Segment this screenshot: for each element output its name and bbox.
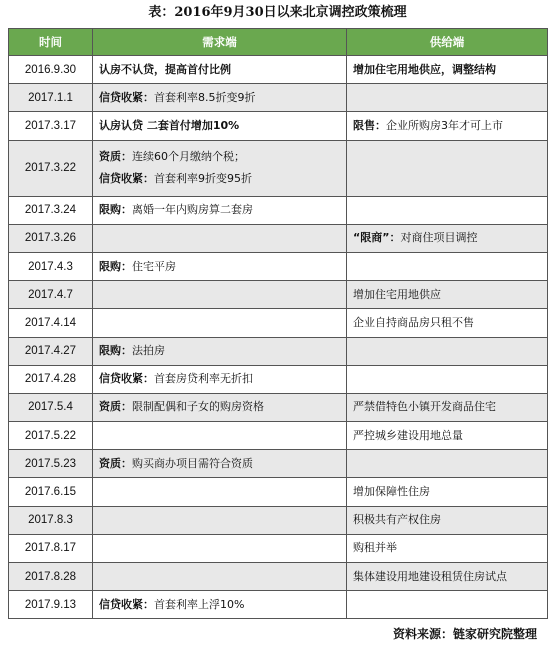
- supply-entry: [353, 537, 541, 559]
- supply-entry: [353, 509, 541, 531]
- supply-entry-text: 对商住项目调控: [400, 231, 478, 245]
- supply-entry: [353, 115, 541, 137]
- supply-entry: [353, 227, 541, 249]
- policy-table: [8, 28, 548, 619]
- date-cell: 2017.4.7: [9, 281, 93, 309]
- demand-entry-text: 首套利率8.5折变9折: [154, 90, 256, 104]
- demand-entry-label: 限购：: [99, 344, 132, 358]
- demand-cell: [93, 337, 347, 365]
- demand-entry: [99, 594, 340, 616]
- supply-entry-text: 增加住宅用地供应: [353, 287, 441, 301]
- supply-cell: [347, 506, 548, 534]
- table-body: [9, 56, 548, 619]
- supply-entry: [353, 312, 541, 334]
- demand-entry-label: 信贷收紧：: [99, 172, 154, 186]
- table-row: [9, 422, 548, 450]
- date-cell: 2017.3.26: [9, 224, 93, 252]
- demand-entry-label: 限购：: [99, 259, 132, 273]
- demand-entry-text: 离婚一年内购房算二套房: [132, 203, 253, 217]
- demand-entry-label: 信贷收紧：: [99, 372, 154, 386]
- demand-cell: [93, 422, 347, 450]
- date-cell: 2017.5.4: [9, 393, 93, 421]
- supply-entry-text: 企业所购房3年才可上市: [386, 118, 503, 132]
- demand-entry-label: 限购：: [99, 203, 132, 217]
- supply-cell: [347, 84, 548, 112]
- table-row: [9, 84, 548, 112]
- demand-entry-text: 住宅平房: [132, 259, 176, 273]
- date-cell: 2017.3.24: [9, 196, 93, 224]
- demand-entry: [99, 396, 340, 418]
- table-row: [9, 281, 548, 309]
- supply-entry-label: 限售：: [353, 118, 386, 132]
- supply-cell: [347, 196, 548, 224]
- demand-entry-label: 认房认贷 二套首付增加10%: [99, 118, 240, 132]
- table-header-row: [9, 29, 548, 56]
- table-row: [9, 534, 548, 562]
- demand-cell: [93, 309, 347, 337]
- supply-cell: [347, 112, 548, 140]
- demand-cell: [93, 506, 347, 534]
- table-row: [9, 252, 548, 280]
- demand-cell: [93, 534, 347, 562]
- supply-entry: [353, 59, 541, 81]
- demand-cell: [93, 365, 347, 393]
- demand-entry: [99, 168, 340, 190]
- demand-cell: [93, 563, 347, 591]
- date-cell: 2016.9.30: [9, 56, 93, 84]
- supply-cell: [347, 534, 548, 562]
- supply-cell: [347, 563, 548, 591]
- source-note: 资料来源：链家研究院整理: [392, 627, 537, 641]
- table-row: [9, 309, 548, 337]
- table-row: [9, 224, 548, 252]
- date-cell: 2017.5.22: [9, 422, 93, 450]
- supply-entry: [353, 396, 541, 418]
- table-row: [9, 478, 548, 506]
- demand-entry: [99, 87, 340, 109]
- demand-entry: [99, 146, 340, 168]
- date-cell: 2017.8.3: [9, 506, 93, 534]
- table-row: [9, 196, 548, 224]
- supply-cell: [347, 252, 548, 280]
- demand-cell: [93, 450, 347, 478]
- supply-cell: [347, 365, 548, 393]
- demand-cell: [93, 224, 347, 252]
- supply-entry-text: 增加保障性住房: [353, 485, 430, 499]
- demand-cell: [93, 196, 347, 224]
- header-demand: 需求端: [93, 29, 347, 56]
- supply-entry-text: 严控城乡建设用地总量: [353, 428, 463, 442]
- demand-cell: [93, 56, 347, 84]
- demand-entry-text: 法拍房: [132, 344, 165, 358]
- demand-cell: [93, 112, 347, 140]
- demand-cell: [93, 281, 347, 309]
- date-cell: 2017.3.22: [9, 140, 93, 196]
- demand-entry-label: 资质：: [99, 456, 132, 470]
- supply-entry: [353, 284, 541, 306]
- table-row: [9, 56, 548, 84]
- date-cell: 2017.9.13: [9, 591, 93, 619]
- supply-entry-text: 企业自持商品房只租不售: [353, 315, 474, 329]
- demand-entry: [99, 340, 340, 362]
- demand-cell: [93, 252, 347, 280]
- date-cell: 2017.4.14: [9, 309, 93, 337]
- demand-cell: [93, 140, 347, 196]
- demand-entry-text: 连续60个月缴纳个税；: [132, 150, 245, 164]
- demand-entry-label: 资质：: [99, 150, 132, 164]
- supply-entry-label: “限商”：: [353, 231, 401, 245]
- supply-cell: [347, 281, 548, 309]
- demand-entry: [99, 199, 340, 221]
- supply-cell: [347, 337, 548, 365]
- table-row: [9, 140, 548, 196]
- demand-cell: [93, 84, 347, 112]
- supply-entry: [353, 481, 541, 503]
- demand-entry-text: 首套房贷利率无折扣: [154, 372, 253, 386]
- table-row: [9, 337, 548, 365]
- date-cell: 2017.4.27: [9, 337, 93, 365]
- date-cell: 2017.8.17: [9, 534, 93, 562]
- date-cell: 2017.5.23: [9, 450, 93, 478]
- demand-entry: [99, 256, 340, 278]
- table-row: [9, 450, 548, 478]
- table-row: [9, 112, 548, 140]
- date-cell: 2017.8.28: [9, 563, 93, 591]
- supply-cell: [347, 224, 548, 252]
- demand-entry: [99, 453, 340, 475]
- table-row: [9, 393, 548, 421]
- demand-entry-text: 限制配偶和子女的购房资格: [132, 400, 264, 414]
- supply-cell: [347, 140, 548, 196]
- demand-entry-label: 信贷收紧：: [99, 597, 154, 611]
- demand-entry: [99, 115, 340, 137]
- supply-entry: [353, 566, 541, 588]
- date-cell: 2017.4.3: [9, 252, 93, 280]
- demand-cell: [93, 591, 347, 619]
- supply-entry-text: 集体建设用地建设租赁住房试点: [353, 569, 507, 583]
- demand-entry-label: 信贷收紧：: [99, 90, 154, 104]
- table-row: [9, 591, 548, 619]
- demand-entry-text: 首套利率上浮10%: [154, 597, 245, 611]
- supply-entry-text: 严禁借特色小镇开发商品住宅: [353, 400, 496, 414]
- demand-entry: [99, 59, 340, 81]
- demand-entry: [99, 368, 340, 390]
- demand-entry-text: 购买商办项目需符合资质: [132, 456, 253, 470]
- header-time: 时间: [9, 29, 93, 56]
- table-row: [9, 506, 548, 534]
- supply-cell: [347, 309, 548, 337]
- supply-cell: [347, 450, 548, 478]
- supply-cell: [347, 393, 548, 421]
- demand-entry-text: 首套利率9折变95折: [154, 172, 252, 186]
- table-row: [9, 563, 548, 591]
- supply-cell: [347, 56, 548, 84]
- supply-entry-text: 购租并举: [353, 541, 397, 555]
- demand-cell: [93, 478, 347, 506]
- demand-entry-label: 资质：: [99, 400, 132, 414]
- supply-entry-text: 积极共有产权住房: [353, 513, 441, 527]
- date-cell: 2017.3.17: [9, 112, 93, 140]
- table-title: 表：2016年9月30日以来北京调控政策梳理: [148, 5, 407, 20]
- supply-entry: [353, 425, 541, 447]
- date-cell: 2017.1.1: [9, 84, 93, 112]
- date-cell: 2017.4.28: [9, 365, 93, 393]
- supply-cell: [347, 591, 548, 619]
- supply-cell: [347, 422, 548, 450]
- supply-cell: [347, 478, 548, 506]
- date-cell: 2017.6.15: [9, 478, 93, 506]
- table-row: [9, 365, 548, 393]
- supply-entry-label: 增加住宅用地供应，调整结构: [353, 62, 496, 76]
- header-supply: 供给端: [347, 29, 548, 56]
- demand-cell: [93, 393, 347, 421]
- demand-entry-label: 认房不认贷，提高首付比例: [99, 62, 231, 76]
